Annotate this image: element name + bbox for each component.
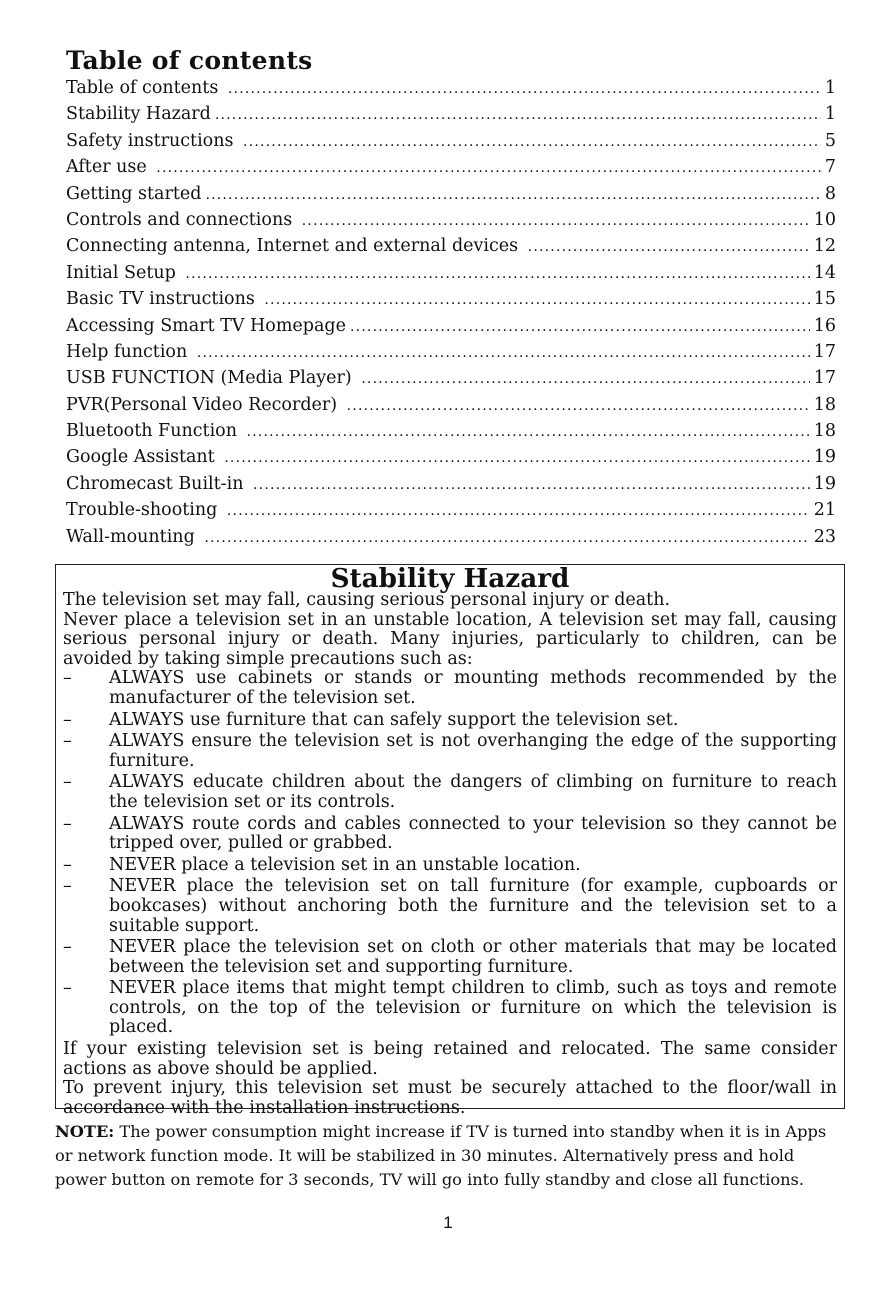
toc-entry-label: Accessing Smart TV Homepage bbox=[66, 315, 346, 336]
toc-dot-leader bbox=[528, 239, 810, 255]
toc-dot-leader bbox=[347, 398, 810, 414]
dash-bullet: – bbox=[63, 668, 72, 689]
toc-entry-label: Bluetooth Function bbox=[66, 421, 243, 442]
hazard-outro: To prevent injury, this television set must be securely attached to the floor/wall in accordance with the installation instructions. bbox=[63, 1078, 837, 1118]
toc-dot-leader bbox=[156, 160, 821, 176]
hazard-precaution bbox=[63, 669, 837, 708]
toc-entry[interactable] bbox=[66, 447, 836, 473]
toc-dot-leader bbox=[302, 213, 810, 229]
toc-entry-label: Google Assistant bbox=[66, 447, 221, 468]
toc-list bbox=[66, 78, 836, 553]
toc-entry-label: Stability Hazard bbox=[66, 104, 211, 125]
dash-bullet: – bbox=[63, 813, 72, 834]
toc-entry-label: Connecting antenna, Internet and external devices bbox=[66, 236, 524, 257]
toc-entry-page: 1 bbox=[824, 104, 836, 125]
hazard-intro: Never place a television set in an unstable location, A television set may fall, causing serious personal injury or death. Many injuries, particularly to children, can be avoided by taking simple precautions such as: bbox=[63, 609, 837, 669]
toc-entry-page: 23 bbox=[813, 526, 836, 547]
hazard-precaution-text: ALWAYS educate children about the dangers of climbing on furniture to reach the television set or its controls. bbox=[109, 772, 837, 812]
hazard-precaution-text: NEVER place the television set on tall furniture (for example, cupboards or bookcases) without anchoring both the furniture and the television set to a suitable support. bbox=[109, 876, 837, 936]
toc-dot-leader bbox=[228, 81, 821, 97]
dash-bullet: – bbox=[63, 978, 72, 999]
dash-bullet: – bbox=[63, 876, 72, 897]
toc-entry-page: 12 bbox=[813, 236, 836, 257]
hazard-intro: The television set may fall, causing serious personal injury or death. bbox=[63, 590, 671, 610]
hazard-outro: If your existing television set is being retained and relocated. The same consider actions as above should be applied. bbox=[63, 1039, 837, 1079]
toc-entry-page: 17 bbox=[813, 368, 836, 389]
hazard-title: Stability Hazard bbox=[330, 563, 570, 594]
toc-entry-label: After use bbox=[66, 157, 153, 178]
toc-entry-page: 18 bbox=[813, 394, 836, 415]
toc-entry-label: Table of contents bbox=[66, 78, 224, 98]
toc-entry-page: 5 bbox=[824, 130, 836, 151]
toc-entry[interactable] bbox=[66, 104, 836, 130]
hazard-precaution-text: ALWAYS ensure the television set is not overhanging the edge of the supporting furniture. bbox=[109, 731, 837, 771]
toc-dot-leader bbox=[204, 530, 809, 546]
dash-bullet: – bbox=[63, 709, 72, 730]
toc-entry[interactable] bbox=[66, 316, 836, 342]
hazard-precaution bbox=[63, 711, 837, 731]
toc-entry[interactable] bbox=[66, 342, 836, 368]
toc-dot-leader bbox=[253, 477, 810, 493]
hazard-precaution-text: ALWAYS use furniture that can safely support the television set. bbox=[109, 709, 679, 730]
hazard-precaution bbox=[63, 815, 837, 854]
toc-dot-leader bbox=[350, 319, 810, 335]
dash-bullet: – bbox=[63, 854, 72, 875]
dash-bullet: – bbox=[63, 937, 72, 958]
toc-dot-leader bbox=[361, 371, 809, 387]
hazard-precaution bbox=[63, 773, 837, 812]
toc-entry-label: Trouble-shooting bbox=[66, 500, 223, 521]
toc-entry-page: 16 bbox=[813, 315, 836, 336]
toc-entry-page: 1 bbox=[824, 78, 836, 98]
dash-bullet: – bbox=[63, 731, 72, 752]
toc-entry[interactable] bbox=[66, 421, 836, 447]
toc-entry[interactable] bbox=[66, 131, 836, 157]
toc-title: Table of contents bbox=[66, 46, 313, 75]
hazard-precaution bbox=[63, 856, 837, 876]
hazard-precaution-text: NEVER place items that might tempt children to climb, such as toys and remote controls, on the top of the television or furniture on which the television is placed. bbox=[109, 978, 837, 1038]
toc-dot-leader bbox=[224, 450, 809, 466]
toc-entry[interactable] bbox=[66, 474, 836, 500]
toc-entry-label: Safety instructions bbox=[66, 130, 240, 151]
toc-entry-label: Help function bbox=[66, 341, 193, 362]
toc-dot-leader bbox=[197, 345, 810, 361]
power-note bbox=[55, 1120, 848, 1193]
toc-entry-page: 15 bbox=[813, 289, 836, 310]
hazard-precaution bbox=[63, 938, 837, 977]
toc-entry[interactable] bbox=[66, 236, 836, 262]
toc-dot-leader bbox=[227, 503, 810, 519]
hazard-precaution-text: NEVER place the television set on cloth or other materials that may be located between the television set and supporting furniture. bbox=[109, 937, 837, 977]
toc-entry-page: 14 bbox=[813, 262, 836, 283]
toc-entry-page: 17 bbox=[813, 341, 836, 362]
hazard-precaution bbox=[63, 732, 837, 771]
toc-entry[interactable] bbox=[66, 157, 836, 183]
toc-entry-page: 18 bbox=[813, 421, 836, 442]
toc-entry-page: 19 bbox=[813, 473, 836, 494]
hazard-precaution-text: NEVER place a television set in an unstable location. bbox=[109, 854, 581, 875]
toc-entry-page: 7 bbox=[824, 157, 836, 178]
toc-entry[interactable] bbox=[66, 289, 836, 315]
page-number: 1 bbox=[443, 1213, 453, 1232]
toc-entry-label: Controls and connections bbox=[66, 209, 298, 230]
toc-entry[interactable] bbox=[66, 263, 836, 289]
toc-entry-label: PVR(Personal Video Recorder) bbox=[66, 394, 343, 415]
toc-entry-page: 19 bbox=[813, 447, 836, 468]
toc-entry-label: Basic TV instructions bbox=[66, 289, 261, 310]
toc-entry-label: Chromecast Built-in bbox=[66, 473, 250, 494]
toc-entry-label: Initial Setup bbox=[66, 262, 182, 283]
dash-bullet: – bbox=[63, 772, 72, 793]
stability-hazard-box bbox=[55, 563, 845, 1118]
hazard-precaution bbox=[63, 877, 837, 936]
toc-dot-leader bbox=[264, 292, 809, 308]
toc-entry[interactable] bbox=[66, 500, 836, 526]
toc-dot-leader bbox=[243, 134, 821, 150]
hazard-precautions-list bbox=[63, 669, 837, 1038]
toc-entry-page: 21 bbox=[813, 500, 836, 521]
toc-dot-leader bbox=[215, 107, 821, 123]
toc-dot-leader bbox=[185, 266, 809, 282]
toc-entry[interactable] bbox=[66, 78, 836, 104]
toc-entry-label: Getting started bbox=[66, 183, 202, 204]
hazard-precaution-text: ALWAYS use cabinets or stands or mounting methods recommended by the manufacturer of the television set. bbox=[109, 668, 837, 708]
hazard-precaution-text: ALWAYS route cords and cables connected to your television so they cannot be tripped over, pulled or grabbed. bbox=[109, 813, 837, 854]
toc-entry[interactable] bbox=[66, 527, 836, 553]
toc-dot-leader bbox=[205, 187, 820, 203]
toc-entry-page: 8 bbox=[824, 183, 836, 204]
toc-entry-label: USB FUNCTION (Media Player) bbox=[66, 368, 358, 389]
toc-entry[interactable] bbox=[66, 184, 836, 210]
note-label: NOTE: bbox=[55, 1122, 115, 1141]
note-text: The power consumption might increase if TV is turned into standby when it is in Apps or network function mode. It will be stabilized in 30 minutes. Alternatively press and hold power button on remote for 3 seconds, TV will go into fully standby and close all functions. bbox=[55, 1122, 827, 1190]
toc-entry-page: 10 bbox=[813, 209, 836, 230]
toc-dot-leader bbox=[247, 424, 810, 440]
toc-entry[interactable] bbox=[66, 368, 836, 394]
toc-entry[interactable] bbox=[66, 210, 836, 236]
toc-entry-label: Wall-mounting bbox=[66, 526, 201, 547]
hazard-precaution bbox=[63, 979, 837, 1038]
toc-entry[interactable] bbox=[66, 395, 836, 421]
